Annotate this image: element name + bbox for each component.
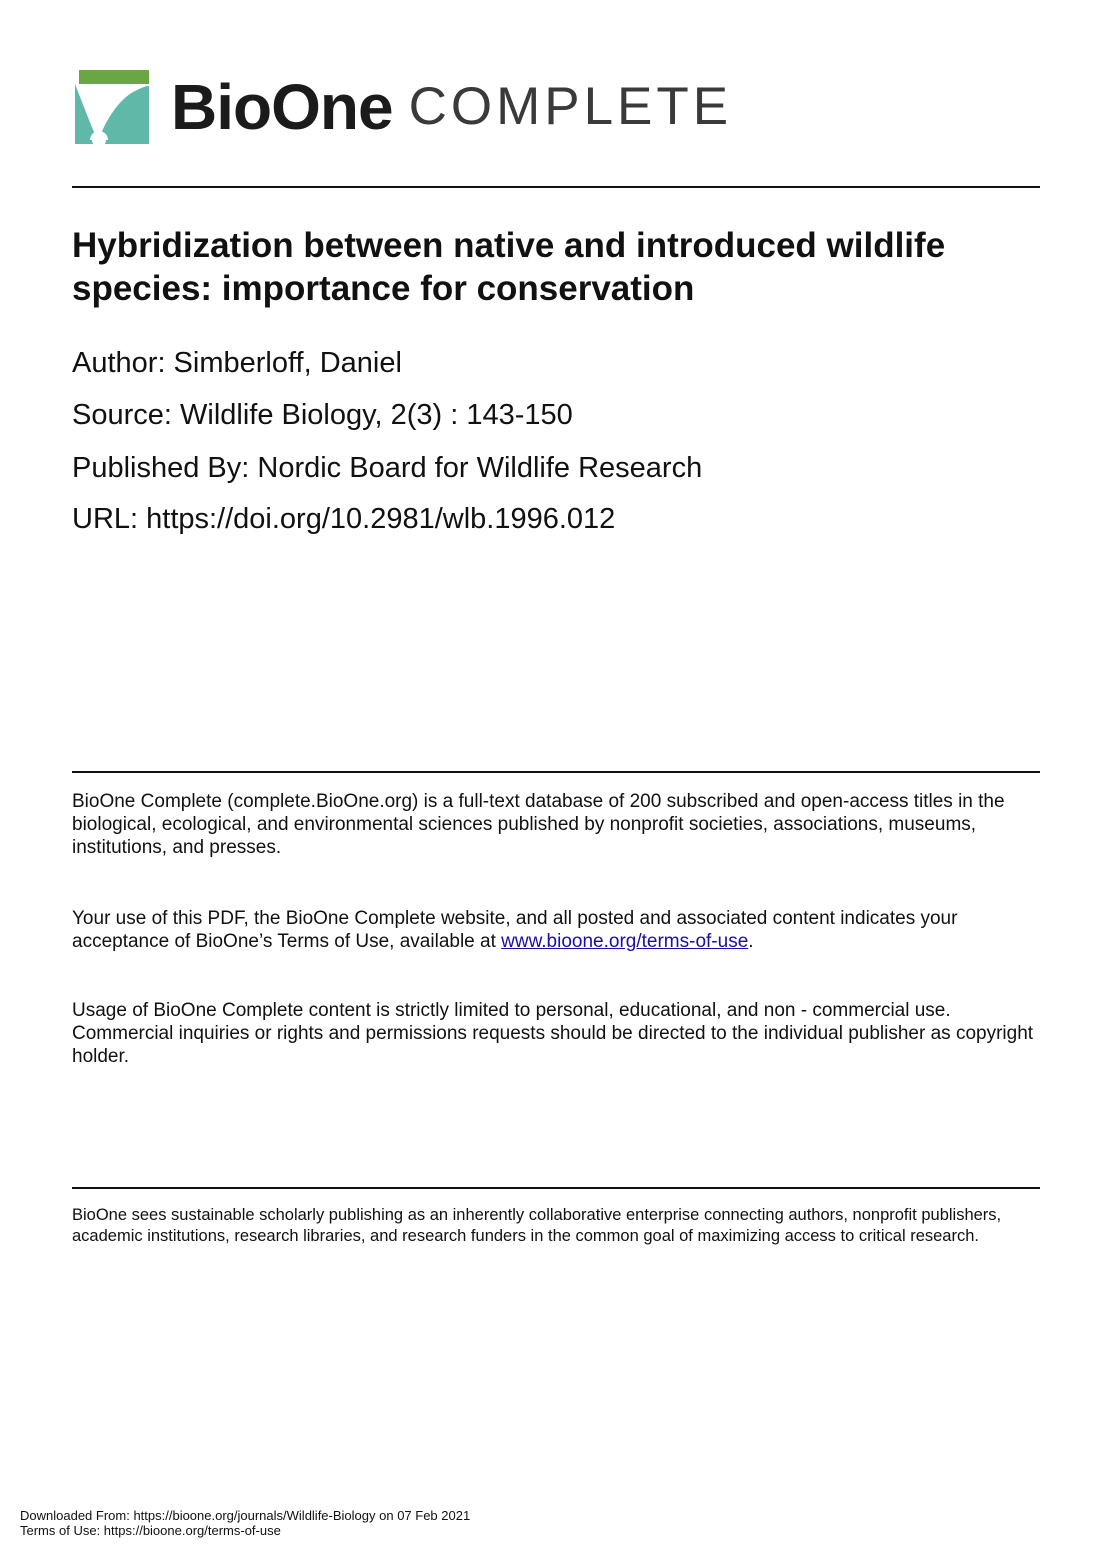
middle-divider [72,771,1040,773]
downloaded-from-line: Downloaded From: https://bioone.org/journals/Wildlife-Biology on 07 Feb 2021 [20,1508,471,1523]
logo-brand-text: BioOne [171,71,393,143]
bioone-complete-logo [75,70,732,144]
logo-product-text: COMPLETE [408,77,733,136]
terms-prefix-text: Your use of this PDF, the BioOne Complete website, and all posted and associated content indicates your acceptance of BioOne’s Terms of Use, available at [72,908,958,952]
article-publisher: Published By: Nordic Board for Wildlife Research [72,452,703,484]
article-title: Hybridization between native and introduced wildlife species: importance for conservation [72,226,946,308]
article-author: Author: Simberloff, Daniel [72,347,402,379]
article-url: URL: https://doi.org/10.2981/wlb.1996.012 [72,503,616,535]
terms-suffix-text: . [748,931,754,952]
about-paragraph: BioOne Complete (complete.BioOne.org) is a full-text database of 200 subscribed and open-access titles in the biological, ecological, and environmental sciences published by nonprofit societies, associations, museums, institutions, and presses. [72,791,1005,858]
terms-of-use-link[interactable]: www.bioone.org/terms-of-use [501,931,749,952]
bioone-leaf-icon [75,70,149,144]
top-divider [72,186,1040,188]
article-source: Source: Wildlife Biology, 2(3) : 143-150 [72,399,573,431]
mission-paragraph: BioOne sees sustainable scholarly publishing as an inherently collaborative enterprise connecting authors, nonprofit publishers, academic institutions, research libraries, and research funders in the common goal of maximizing access to critical research. [72,1206,1002,1245]
usage-paragraph: Usage of BioOne Complete content is strictly limited to personal, educational, and non - commercial use. Commercial inquiries or rights and permissions requests should be directed to the individual publisher as copyright holder. [72,1000,1034,1067]
bottom-divider [72,1187,1040,1189]
terms-of-use-line: Terms of Use: https://bioone.org/terms-of-use [20,1523,281,1538]
terms-paragraph [72,907,1037,953]
download-footer [20,1508,470,1538]
